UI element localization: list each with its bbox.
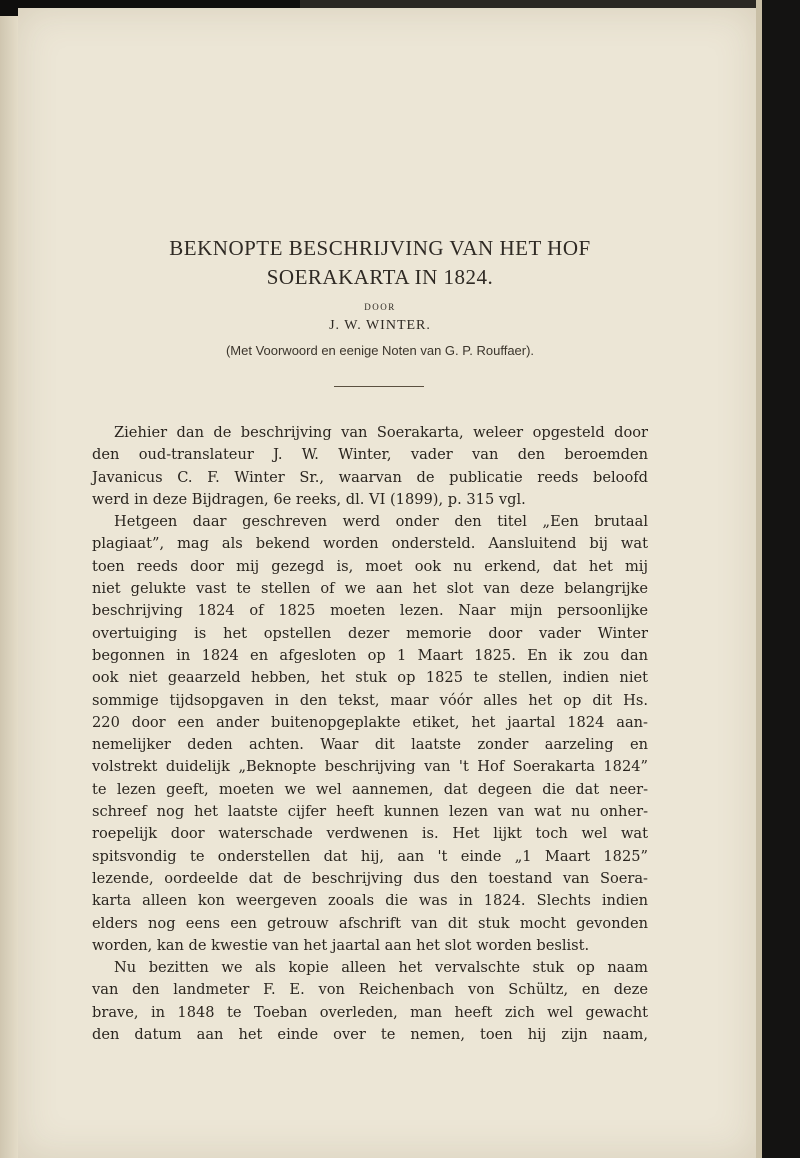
text-line: Ziehier dan de beschrijving van Soerakarta, weleer opgesteld door bbox=[114, 424, 648, 441]
text-line: te lezen geeft, moeten we wel aannemen, dat degeen die dat neer- bbox=[92, 780, 648, 798]
text-line: worden, kan de kwestie van het jaartal aan het slot worden beslist. bbox=[92, 936, 590, 954]
article-author: J. W. WINTER. bbox=[329, 318, 431, 333]
text-line: spitsvondig te onderstellen dat hij, aan 't einde „1 Maart 1825” bbox=[92, 847, 648, 865]
text-line: den oud-translateur J. W. Winter, vader van den beroemden bbox=[92, 446, 648, 464]
title-divider bbox=[334, 386, 424, 387]
text-line: schreef nog het laatste cijfer heeft kunnen lezen van wat nu onher- bbox=[92, 803, 648, 821]
text-line: den datum aan het einde over te nemen, toen hij zijn naam, bbox=[92, 1026, 648, 1044]
text-line: niet gelukte vast te stellen of we aan het slot van deze belangrijke bbox=[92, 580, 648, 598]
text-line: werd in deze Bijdragen, 6e reeks, dl. VI (1899), p. 315 vgl. bbox=[92, 490, 526, 508]
text-line: begonnen in 1824 en afgesloten op 1 Maart 1825. En ik zou dan bbox=[92, 646, 648, 664]
article-body bbox=[92, 422, 648, 1046]
page-edge bbox=[756, 0, 762, 1158]
by-label: DOOR bbox=[364, 302, 396, 312]
text-line: Hetgeen daar geschreven werd onder den titel „Een brutaal bbox=[114, 513, 648, 531]
article-title-line-2: SOERAKARTA IN 1824. bbox=[266, 265, 494, 289]
text-line: toen reeds door mij gezegd is, moet ook nu erkend, dat het mij bbox=[92, 557, 648, 575]
text-line: 220 door een ander buitenopgeplakte etiket, het jaartal 1824 aan- bbox=[92, 713, 648, 731]
text-line: sommige tijdsopgaven in den tekst, maar vóór alles het op dit Hs. bbox=[92, 691, 648, 709]
text-line: overtuiging is het opstellen dezer memorie door vader Winter bbox=[92, 624, 648, 642]
scan-right-border bbox=[756, 0, 800, 1158]
text-line: elders nog eens een getrouw afschrift van dit stuk mocht gevonden bbox=[92, 914, 648, 932]
text-line: ook niet geaarzeld hebben, het stuk op 1825 te stellen, indien niet bbox=[92, 669, 648, 687]
article-title-line-1: BEKNOPTE BESCHRIJVING VAN HET HOF bbox=[169, 236, 591, 260]
text-line: nemelijker deden achten. Waar dit laatste zonder aarzeling en bbox=[92, 736, 648, 754]
text-line: karta alleen kon weergeven zooals die was in 1824. Slechts indien bbox=[92, 892, 648, 910]
text-line: volstrekt duidelijk „Beknopte beschrijving van 't Hof Soerakarta 1824” bbox=[92, 758, 648, 776]
text-line: beschrijving 1824 of 1825 moeten lezen. Naar mijn persoonlijke bbox=[92, 602, 648, 620]
text-line: lezende, oordeelde dat de beschrijving dus den toestand van Soera- bbox=[92, 869, 648, 887]
text-line: roepelijk door waterschade verdwenen is. Het lijkt toch wel wat bbox=[92, 825, 648, 843]
text-line: plagiaat”, mag als bekend worden ondersteld. Aansluitend bij wat bbox=[92, 535, 648, 553]
foreword-note: (Met Voorwoord en eenige Noten van G. P. Rouffaer). bbox=[225, 343, 535, 358]
text-line: Javanicus C. F. Winter Sr., waarvan de publicatie reeds beloofd bbox=[92, 468, 648, 486]
text-line: brave, in 1848 te Toeban overleden, man heeft zich wel gewacht bbox=[92, 1003, 648, 1021]
text-line: Nu bezitten we als kopie alleen het vervalschte stuk op naam bbox=[114, 959, 648, 977]
page-gutter bbox=[0, 0, 18, 1158]
text-line: van den landmeter F. E. von Reichenbach von Schültz, en deze bbox=[92, 981, 648, 999]
